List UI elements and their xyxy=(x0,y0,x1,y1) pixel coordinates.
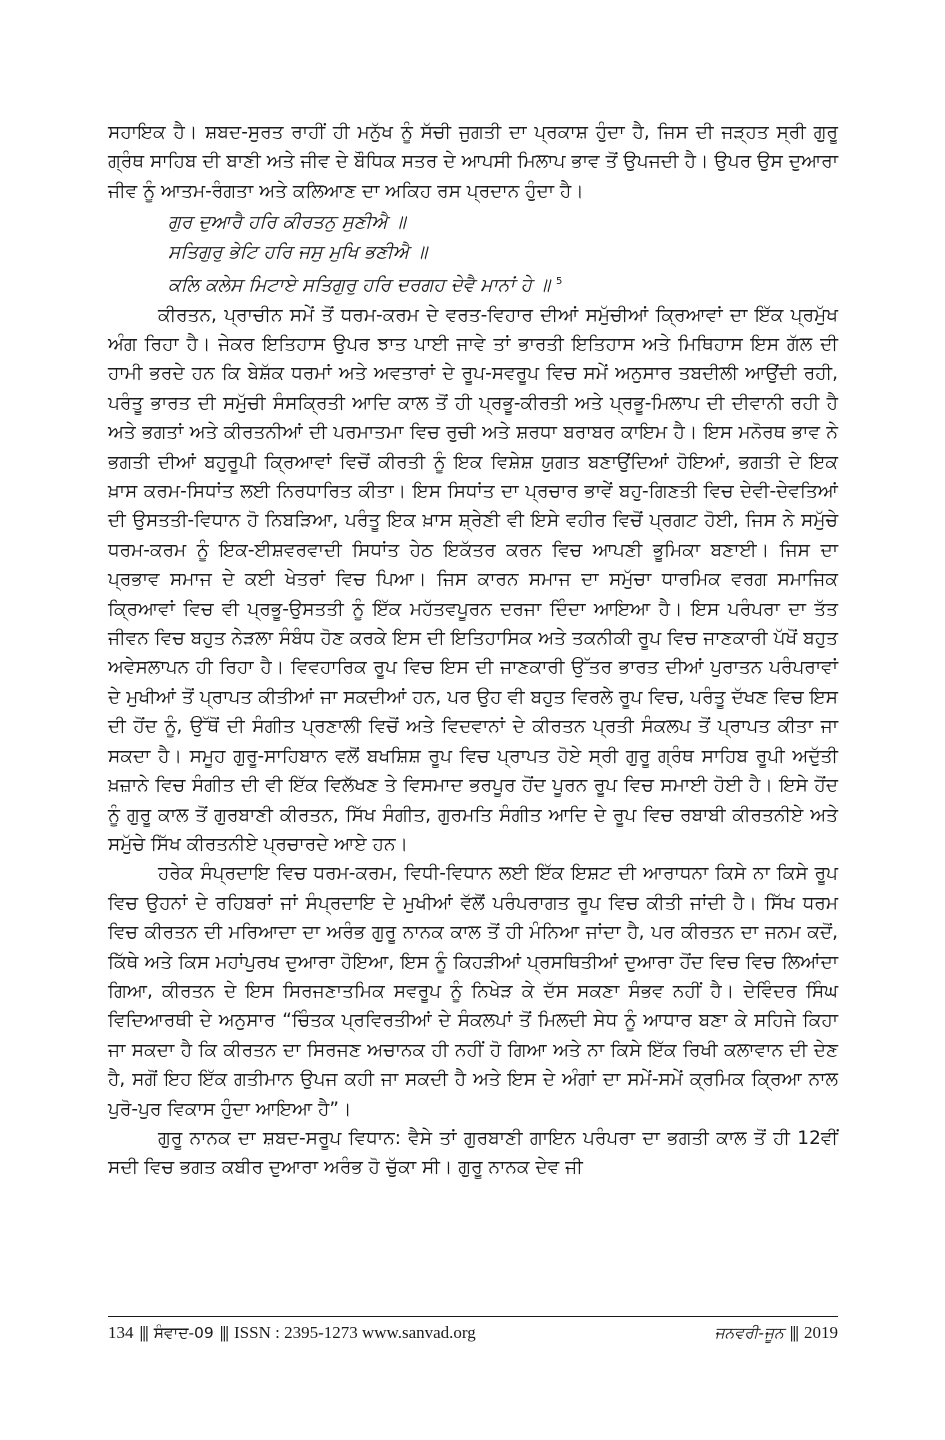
separator-icon: ||| xyxy=(139,1323,148,1342)
footer-left xyxy=(108,1323,476,1343)
separator-icon-2: ||| xyxy=(219,1323,229,1342)
footnote-ref: 5 xyxy=(556,276,563,288)
paragraph-3: ਹਰੇਕ ਸੰਪ੍ਰਦਾਇ ਵਿਚ ਧਰਮ-ਕਰਮ, ਵਿਧੀ-ਵਿਧਾਨ ਲਈ ਇੱਕ ਇਸ਼ਟ ਦੀ ਆਰਾਧਨਾ ਕਿਸੇ ਨਾ ਕਿਸੇ ਰੂਪ ਵਿਚ ਉਹਨਾਂ ਦੇ ਰਹਿਬਰਾਂ ਜਾਂ ਸੰਪ੍ਰਦਾਇ ਦੇ ਮੁਖੀਆਂ ਵੱਲੋਂ ਪਰੰਪਰਾਗਤ ਰੂਪ ਵਿਚ ਕੀਤੀ ਜਾਂਦੀ ਹੈ। ਸਿੱਖ ਧਰਮ ਵਿਚ ਕੀਰਤਨ ਦੀ ਮਰਿਆਦਾ ਦਾ ਅਰੰਭ ਗੁਰੂ ਨਾਨਕ ਕਾਲ ਤੋਂ ਹੀ ਮੰਨਿਆ ਜਾਂਦਾ ਹੈ, ਪਰ ਕੀਰਤਨ ਦਾ ਜਨਮ ਕਦੋਂ, ਕਿੱਥੇ ਅਤੇ ਕਿਸ ਮਹਾਂਪੁਰਖ ਦੁਆਰਾ ਹੋਇਆ, ਇਸ ਨੂੰ ਕਿਹੜੀਆਂ ਪ੍ਰਸਥਿਤੀਆਂ ਦੁਆਰਾ ਹੋਂਦ ਵਿਚ ਵਿਚ ਲਿਆਂਦਾ ਗਿਆ, ਕੀਰਤਨ ਦੇ ਇਸ ਸਿਰਜਣਾਤਮਿਕ ਸਵਰੂਪ ਨੂੰ ਨਿਖੇੜ ਕੇ ਦੱਸ ਸਕਣਾ ਸੰਭਵ ਨਹੀਂ ਹੈ। ਦੇਵਿੰਦਰ ਸਿੰਘ ਵਿਦਿਆਰਥੀ ਦੇ ਅਨੁਸਾਰ “ਚਿੰਤਕ ਪ੍ਰਵਿਰਤੀਆਂ ਦੇ ਸੰਕਲਪਾਂ ਤੋਂ ਮਿਲਦੀ ਸੇਧ ਨੂੰ ਆਧਾਰ ਬਣਾ ਕੇ ਸਹਿਜੇ ਕਿਹਾ ਜਾ ਸਕਦਾ ਹੈ ਕਿ ਕੀਰਤਨ ਦਾ ਸਿਰਜਣ ਅਚਾਨਕ ਹੀ ਨਹੀਂ ਹੋ ਗਿਆ ਅਤੇ ਨਾ ਕਿਸੇ ਇੱਕ ਰਿਖੀ ਕਲਾਵਾਨ ਦੀ ਦੇਣ ਹੈ, ਸਗੋਂ ਇਹ ਇੱਕ ਗਤੀਮਾਨ ਉਪਜ ਕਹੀ ਜਾ ਸਕਦੀ ਹੈ ਅਤੇ ਇਸ ਦੇ ਅੰਗਾਂ ਦਾ ਸਮੇਂ-ਸਮੇਂ ਕ੍ਰਮਿਕ ਕ੍ਰਿਆ ਨਾਲ ਪੁਰੋ-ਪੁਰ ਵਿਕਾਸ ਹੁੰਦਾ ਆਇਆ ਹੈ”। xyxy=(108,863,838,1120)
article-body xyxy=(108,118,838,1183)
footer-rule xyxy=(108,1316,838,1317)
footer-right xyxy=(715,1323,838,1343)
paragraph-1: ਸਹਾਇਕ ਹੈ। ਸ਼ਬਦ-ਸੁਰਤ ਰਾਹੀਂ ਹੀ ਮਨੁੱਖ ਨੂੰ ਸੱਚੀ ਜੁਗਤੀ ਦਾ ਪ੍ਰਕਾਸ਼ ਹੁੰਦਾ ਹੈ, ਜਿਸ ਦੀ ਜੜ੍ਹਤ ਸ੍ਰੀ ਗੁਰੂ ਗ੍ਰੰਥ ਸਾਹਿਬ ਦੀ ਬਾਣੀ ਅਤੇ ਜੀਵ ਦੇ ਬੌਧਿਕ ਸਤਰ ਦੇ ਆਪਸੀ ਮਿਲਾਪ ਭਾਵ ਤੋਂ ਉਪਜਦੀ ਹੈ। ਉਪਰ ਉਸ ਦੁਆਰਾ ਜੀਵ ਨੂੰ ਆਤਮ-ਰੰਗਤਾ ਅਤੇ ਕਲਿਆਣ ਦਾ ਅਕਿਹ ਰਸ ਪ੍ਰਦਾਨ ਹੁੰਦਾ ਹੈ। xyxy=(108,122,838,202)
year: 2019 xyxy=(804,1323,838,1342)
issn: ISSN : 2395-1273 xyxy=(234,1323,358,1342)
verse-line-3-wrapper xyxy=(168,267,838,301)
paragraph-4: ਗੁਰੂ ਨਾਨਕ ਦਾ ਸ਼ਬਦ-ਸਰੂਪ ਵਿਧਾਨ: ਵੈਸੇ ਤਾਂ ਗੁਰਬਾਣੀ ਗਾਇਨ ਪਰੰਪਰਾ ਦਾ ਭਗਤੀ ਕਾਲ ਤੋਂ ਹੀ 12ਵੀਂ ਸਦੀ ਵਿਚ ਭਗਤ ਕਬੀਰ ਦੁਆਰਾ ਅਰੰਭ ਹੋ ਚੁੱਕਾ ਸੀ। ਗੁਰੂ ਨਾਨਕ ਦੇਵ ਜੀ xyxy=(108,1127,838,1179)
verse-quote xyxy=(108,208,838,300)
paragraph-2: ਕੀਰਤਨ, ਪ੍ਰਾਚੀਨ ਸਮੇਂ ਤੋਂ ਧਰਮ-ਕਰਮ ਦੇ ਵਰਤ-ਵਿਹਾਰ ਦੀਆਂ ਸਮੁੱਚੀਆਂ ਕ੍ਰਿਆਵਾਂ ਦਾ ਇੱਕ ਪ੍ਰਮੁੱਖ ਅੰਗ ਰਿਹਾ ਹੈ। ਜੇਕਰ ਇਤਿਹਾਸ ਉਪਰ ਝਾਤ ਪਾਈ ਜਾਵੇ ਤਾਂ ਭਾਰਤੀ ਇਤਿਹਾਸ ਅਤੇ ਮਿਥਿਹਾਸ ਇਸ ਗੱਲ ਦੀ ਹਾਮੀ ਭਰਦੇ ਹਨ ਕਿ ਬੇਸ਼ੱਕ ਧਰਮਾਂ ਅਤੇ ਅਵਤਾਰਾਂ ਦੇ ਰੂਪ-ਸਵਰੂਪ ਵਿਚ ਸਮੇਂ ਅਨੁਸਾਰ ਤਬਦੀਲੀ ਆਉਂਦੀ ਰਹੀ, ਪਰੰਤੂ ਭਾਰਤ ਦੀ ਸਮੁੱਚੀ ਸੰਸਕ੍ਰਿਤੀ ਆਦਿ ਕਾਲ ਤੋਂ ਹੀ ਪ੍ਰਭੂ-ਕੀਰਤੀ ਅਤੇ ਪ੍ਰਭੂ-ਮਿਲਾਪ ਦੀ ਦੀਵਾਨੀ ਰਹੀ ਹੈ ਅਤੇ ਭਗਤਾਂ ਅਤੇ ਕੀਰਤਨੀਆਂ ਦੀ ਪਰਮਾਤਮਾ ਵਿਚ ਰੁਚੀ ਅਤੇ ਸ਼ਰਧਾ ਬਰਾਬਰ ਕਾਇਮ ਹੈ। ਇਸ ਮਨੋਰਥ ਭਾਵ ਨੇ ਭਗਤੀ ਦੀਆਂ ਬਹੁਰੂਪੀ ਕ੍ਰਿਆਵਾਂ ਵਿਚੋਂ ਕੀਰਤੀ ਨੂੰ ਇਕ ਵਿਸ਼ੇਸ਼ ਯੁਗਤ ਬਣਾਉਂਦਿਆਂ ਹੋਇਆਂ, ਭਗਤੀ ਦੇ ਇਕ ਖ਼ਾਸ ਕਰਮ-ਸਿਧਾਂਤ ਲਈ ਨਿਰਧਾਰਿਤ ਕੀਤਾ। ਇਸ ਸਿਧਾਂਤ ਦਾ ਪ੍ਰਚਾਰ ਭਾਵੇਂ ਬਹੁ-ਗਿਣਤੀ ਵਿਚ ਦੇਵੀ-ਦੇਵਤਿਆਂ ਦੀ ਉਸਤਤੀ-ਵਿਧਾਨ ਹੋ ਨਿਬੜਿਆ, ਪਰੰਤੂ ਇਕ ਖ਼ਾਸ ਸ਼੍ਰੇਣੀ ਵੀ ਇਸੇ ਵਹੀਰ ਵਿਚੋਂ ਪ੍ਰਗਟ ਹੋਈ, ਜਿਸ ਨੇ ਸਮੁੱਚੇ ਧਰਮ-ਕਰਮ ਨੂੰ ਇਕ-ਈਸ਼ਵਰਵਾਦੀ ਸਿਧਾਂਤ ਹੇਠ ਇਕੱਤਰ ਕਰਨ ਵਿਚ ਆਪਣੀ ਭੂਮਿਕਾ ਬਣਾਈ। ਜਿਸ ਦਾ ਪ੍ਰਭਾਵ ਸਮਾਜ ਦੇ ਕਈ ਖੇਤਰਾਂ ਵਿਚ ਪਿਆ। ਜਿਸ ਕਾਰਨ ਸਮਾਜ ਦਾ ਸਮੁੱਚਾ ਧਾਰਮਿਕ ਵਰਗ ਸਮਾਜਿਕ ਕ੍ਰਿਆਵਾਂ ਵਿਚ ਵੀ ਪ੍ਰਭੂ-ਉਸਤਤੀ ਨੂੰ ਇੱਕ ਮਹੱਤਵਪੂਰਨ ਦਰਜਾ ਦਿੰਦਾ ਆਇਆ ਹੈ। ਇਸ ਪਰੰਪਰਾ ਦਾ ਤੱਤ ਜੀਵਨ ਵਿਚ ਬਹੁਤ ਨੇੜਲਾ ਸੰਬੰਧ ਹੋਣ ਕਰਕੇ ਇਸ ਦੀ ਇਤਿਹਾਸਿਕ ਅਤੇ ਤਕਨੀਕੀ ਰੂਪ ਵਿਚ ਜਾਣਕਾਰੀ ਪੱਖੋਂ ਬਹੁਤ ਅਵੇਸਲਾਪਨ ਹੀ ਰਿਹਾ ਹੈ। ਵਿਵਹਾਰਿਕ ਰੂਪ ਵਿਚ ਇਸ ਦੀ ਜਾਣਕਾਰੀ ਉੱਤਰ ਭਾਰਤ ਦੀਆਂ ਪੁਰਾਤਨ ਪਰੰਪਰਾਵਾਂ ਦੇ ਮੁਖੀਆਂ ਤੋਂ ਪ੍ਰਾਪਤ ਕੀਤੀਆਂ ਜਾ ਸਕਦੀਆਂ ਹਨ, ਪਰ ਉਹ ਵੀ ਬਹੁਤ ਵਿਰਲੇ ਰੂਪ ਵਿਚ, ਪਰੰਤੂ ਦੱਖਣ ਵਿਚ ਇਸ ਦੀ ਹੋਂਦ ਨੂੰ, ਉੱਥੋਂ ਦੀ ਸੰਗੀਤ ਪ੍ਰਣਾਲੀ ਵਿਚੋਂ ਅਤੇ ਵਿਦਵਾਨਾਂ ਦੇ ਕੀਰਤਨ ਪ੍ਰਤੀ ਸੰਕਲਪ ਤੋਂ ਪ੍ਰਾਪਤ ਕੀਤਾ ਜਾ ਸਕਦਾ ਹੈ। ਸਮੂਹ ਗੁਰੂ-ਸਾਹਿਬਾਨ ਵਲੋਂ ਬਖਸ਼ਿਸ਼ ਰੂਪ ਵਿਚ ਪ੍ਰਾਪਤ ਹੋਏ ਸ੍ਰੀ ਗੁਰੂ ਗ੍ਰੰਥ ਸਾਹਿਬ ਰੂਪੀ ਅਦੁੱਤੀ ਖ਼ਜ਼ਾਨੇ ਵਿਚ ਸੰਗੀਤ ਦੀ ਵੀ ਇੱਕ ਵਿਲੱਖਣ ਤੇ ਵਿਸਮਾਦ ਭਰਪੂਰ ਹੋਂਦ ਪੂਰਨ ਰੂਪ ਵਿਚ ਸਮਾਈ ਹੋਈ ਹੈ। ਇਸੇ ਹੋਂਦ ਨੂੰ ਗੁਰੂ ਕਾਲ ਤੋਂ ਗੁਰਬਾਣੀ ਕੀਰਤਨ, ਸਿੱਖ ਸੰਗੀਤ, ਗੁਰਮਤਿ ਸੰਗੀਤ ਆਦਿ ਦੇ ਰੂਪ ਵਿਚ ਰਬਾਬੀ ਕੀਰਤਨੀਏ ਅਤੇ ਸਮੁੱਚੇ ਸਿੱਖ ਕੀਰਤਨੀਏ ਪ੍ਰਚਾਰਦੇ ਆਏ ਹਨ। xyxy=(108,304,838,855)
website-link[interactable]: www.sanvad.org xyxy=(362,1323,476,1342)
verse-line-2: ਸਤਿਗੁਰੁ ਭੇਟਿ ਹਰਿ ਜਸੁ ਮੁਖਿ ਭਣੀਐ ॥ xyxy=(168,241,428,263)
verse-line-1: ਗੁਰ ਦੁਆਰੈ ਹਰਿ ਕੀਰਤਨੁ ਸੁਣੀਐ ॥ xyxy=(168,212,406,234)
page-number: 134 xyxy=(108,1323,134,1342)
footer-row xyxy=(108,1323,838,1343)
journal-name: ਸੰਵਾਦ-09 xyxy=(153,1323,214,1342)
issue-period: ਜਨਵਰੀ-ਜੂਨ xyxy=(714,1323,784,1342)
page-footer xyxy=(108,1316,838,1343)
verse-line-3: ਕਲਿ ਕਲੇਸ ਮਿਟਾਏ ਸਤਿਗੁਰੁ ਹਰਿ ਦਰਗਹ ਦੇਵੈ ਮਾਨਾਂ ਹੇ ॥ xyxy=(168,275,551,297)
separator-icon-3: ||| xyxy=(789,1323,798,1342)
